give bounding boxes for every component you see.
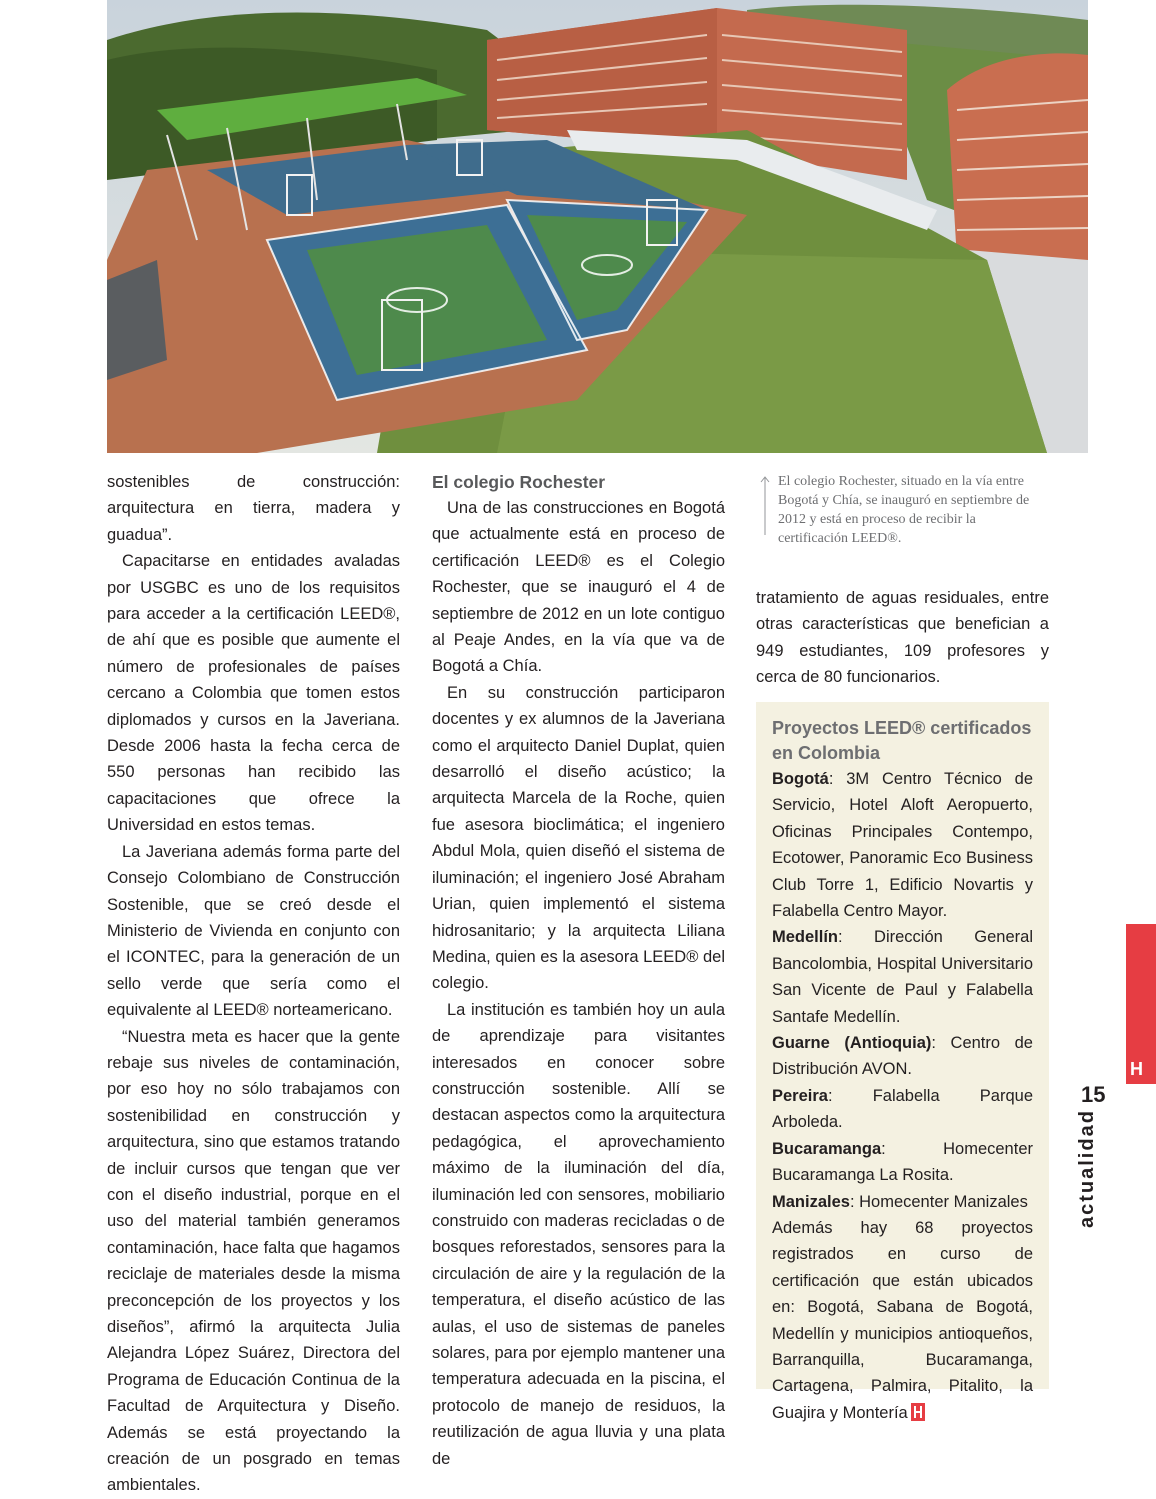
box-closing: Además hay 68 proyectos registrados en curso de certificación que están ubicados en: Bogotá, Sabana de Bogotá, Medellín y municipios antioqueños, Barranquilla, Bucaramanga, Cartagena, Palmira, Pitalito, la Guajira y Montería: [772, 1218, 1033, 1422]
section-subhead: El colegio Rochester: [432, 472, 606, 492]
paragraph: En su construcción participaron docentes y ex alumnos de la Javeriana como el arquitecto Daniel Duplat, quien desarrolló el diseño acústico; la arquitecta Marcela de la Roche, quien fue asesora bioclimática; el ingeniero Abdul Mola, quien diseñó el sistema de iluminación; el ingeniero José Abraham Urian, quien implementó el sistema hidrosanitario; y la arquitecta Liliana Medina, quien es la asesora LEED® del colegio.: [432, 683, 725, 993]
box-entry: Guarne (Antioquia): Centro de Distribución AVON.: [772, 1034, 1033, 1079]
article-column-2: [432, 469, 725, 1472]
box-entry: Pereira: Falabella Parque Arboleda.: [772, 1086, 1033, 1132]
box-entry: Bucaramanga: Homecenter Bucaramanga La Rosita.: [772, 1139, 1033, 1185]
box-entry: Manizales: Homecenter Manizales: [772, 1192, 1028, 1211]
paragraph: La institución es también hoy un aula de aprendizaje para visitantes interesados en conocer sobre construcción sostenible. Allí se destacan aspectos como la arquitectura pedagógica, el aprovechamiento máximo de la iluminación del día, iluminación led con sensores, mobiliario construido con maderas recicladas o de bosques reforestados, sensores para la circulación de aire y la regulación de la temperatura, el diseño acústico de las aulas, el uso de sistemas de paneles solares, para por ejemplo mantener una temperatura adecuada en la piscina, el protocolo de manejo de residuos, la reutilización de agua lluvia y una plata de: [432, 1000, 725, 1468]
photo-caption: [760, 472, 1033, 548]
article-column-3: [756, 585, 1049, 691]
paragraph: Una de las construcciones en Bogotá que actualmente está en proceso de certificación LEED® es el Colegio Rochester, que se inauguró el 4 de septiembre de 2012 en un lote contiguo al Peaje Andes, en la vía que va de Bogotá a Chía.: [432, 499, 725, 676]
caption-text: El colegio Rochester, situado en la vía entre Bogotá y Chía, se inauguró en septiembre de 2012 y está en proceso de recibir la certificación LEED®.: [778, 474, 1030, 546]
up-arrow-icon: [760, 475, 770, 535]
page-number: 15: [1081, 1082, 1106, 1107]
section-label: actualidad: [1076, 1109, 1098, 1228]
box-entry: Bogotá: 3M Centro Técnico de Servicio, Hotel Aloft Aeropuerto, Oficinas Principales Contempo, Ecotower, Panoramic Eco Business Club Torre 1, Edificio Novartis y Falabella Centro Mayor.: [772, 770, 1033, 921]
paragraph: La Javeriana además forma parte del Consejo Colombiano de Construcción Sostenible, que se creó desde el Ministerio de Vivienda en conjunto con el ICONTEC, para la generación de un sello verde que sería como el equivalente al LEED® norteamericano.: [107, 842, 400, 1020]
paragraph: “Nuestra meta es hacer que la gente rebaje sus niveles de contaminación, por eso hoy no sólo trabajamos con sostenibilidad en construcción y arquitectura, sino que estamos tratando de incluir cursos que tengan que ver con el diseño industrial, porque en el uso del material también generamos contaminación, hace falta que hagamos reciclaje de materiales desde la misma preconcepción de los proyectos y los diseños”, afirmó la arquitecta Julia Alejandra López Suárez, Directora del Programa de Educación Continua de la Facultad de Arquitectura y Diseño. Además se está proyectando la creación de un posgrado en temas ambientales.: [107, 1027, 400, 1495]
paragraph: Capacitarse en entidades avaladas por USGBC es uno de los requisitos para acceder a la certificación LEED®, de ahí que es posible que aumente el número de profesionales de países cercano a Colombia que tomen estos diplomados y cursos en la Javeriana. Desde 2006 hasta la fecha cerca de 550 personas han recibido las capacitaciones que ofrece la Universidad en estos temas.: [107, 552, 400, 835]
end-mark-logo-icon: [911, 1403, 925, 1421]
paragraph: sostenibles de construcción: arquitectura en tierra, madera y guadua”.: [107, 473, 400, 544]
tab-letter: H: [1130, 1059, 1143, 1079]
box-title: Proyectos LEED® certificados en Colombia: [772, 718, 1032, 763]
leed-projects-box: [756, 702, 1049, 1422]
paragraph: tratamiento de aguas residuales, entre otras características que benefician a 949 estudiantes, 109 profesores y cerca de 80 funcionarios.: [756, 589, 1049, 687]
box-entry: Medellín: Dirección General Bancolombia, Hospital Universitario San Vicente de Paul y Falabella Santafe Medellín.: [772, 928, 1033, 1026]
article-column-1: [107, 469, 400, 1499]
rochester-school-aerial-photo: [107, 0, 1088, 453]
section-tab: [1126, 924, 1156, 1084]
